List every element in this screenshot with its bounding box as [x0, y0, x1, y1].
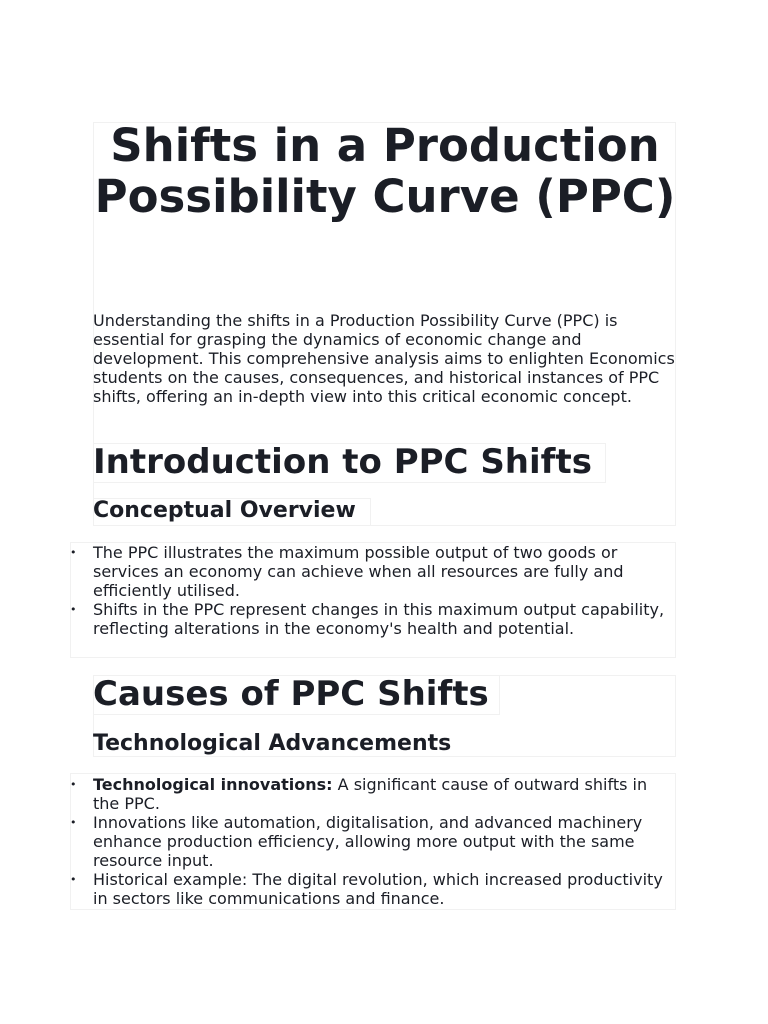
subheading-technological-advancements: Technological Advancements [93, 731, 452, 756]
section-heading-causes: Causes of PPC Shifts [93, 674, 489, 714]
list-item-text: A significant cause of outward shifts in the PPC. [93, 775, 648, 813]
bullet-icon: • [70, 778, 77, 791]
list-item [70, 870, 676, 908]
technology-bullet-list [70, 775, 676, 908]
list-item-text: Shifts in the PPC represent changes in this maximum output capability, reflecting alterations in the economy's health and potential. [93, 600, 665, 638]
list-item-bold-lead: Technological innovations: [93, 775, 333, 794]
list-item-text: Historical example: The digital revolution, which increased productivity in sectors like communications and finance. [93, 870, 663, 908]
overview-bullet-list [70, 543, 676, 638]
bullet-icon: • [70, 546, 77, 559]
page-title: Shifts in a Production Possibility Curve (PPC) [94, 119, 676, 223]
list-item-text: The PPC illustrates the maximum possible output of two goods or services an economy can achieve when all resources are fully and efficiently utilised. [93, 543, 624, 600]
list-item-text: Innovations like automation, digitalisation, and advanced machinery enhance production efficiency, allowing more output with the same resource input. [93, 813, 643, 870]
bullet-icon: • [70, 873, 77, 886]
subheading-conceptual-overview: Conceptual Overview [93, 498, 356, 523]
section-heading-introduction: Introduction to PPC Shifts [93, 442, 592, 482]
list-item [70, 813, 676, 870]
bullet-icon: • [70, 603, 77, 616]
intro-paragraph: Understanding the shifts in a Production Possibility Curve (PPC) is essential for grasping the dynamics of economic change and development. This comprehensive analysis aims to enlighten Economics students on the causes, consequences, and historical instances of PPC shifts, offering an in-depth view into this critical economic concept. [93, 311, 675, 406]
bullet-icon: • [70, 816, 77, 829]
list-item [70, 543, 676, 600]
list-item [70, 600, 676, 638]
list-item [70, 775, 676, 813]
